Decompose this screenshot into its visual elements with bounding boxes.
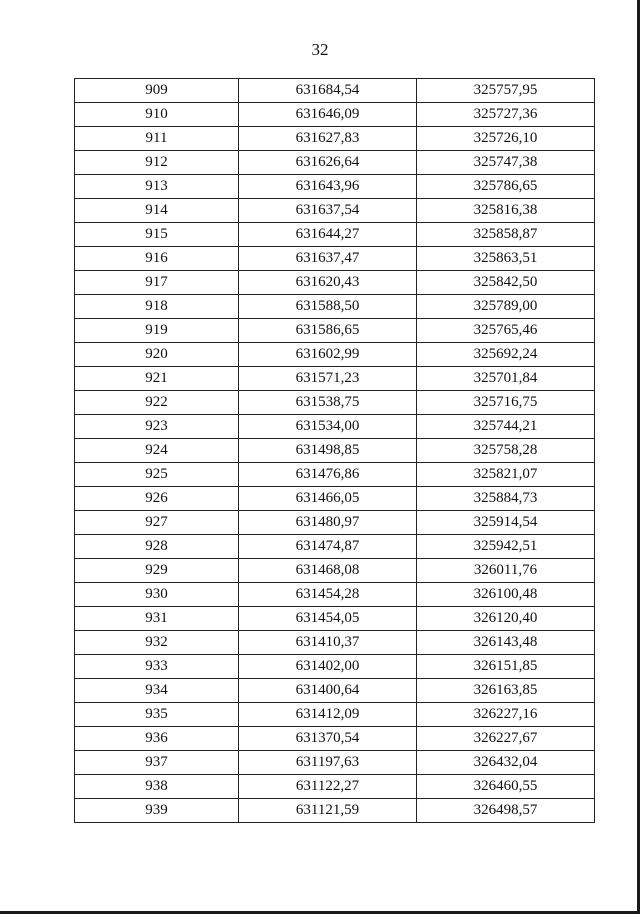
point-number-cell: 919 <box>75 319 239 343</box>
point-number-cell: 937 <box>75 751 239 775</box>
table-row <box>75 511 595 535</box>
table-row <box>75 439 595 463</box>
point-number-cell: 930 <box>75 583 239 607</box>
table-row <box>75 223 595 247</box>
point-number-cell: 910 <box>75 103 239 127</box>
y-coordinate-cell: 326460,55 <box>417 775 595 799</box>
point-number-cell: 923 <box>75 415 239 439</box>
y-coordinate-cell: 326227,67 <box>417 727 595 751</box>
point-number-cell: 918 <box>75 295 239 319</box>
table-row <box>75 367 595 391</box>
point-number-cell: 917 <box>75 271 239 295</box>
point-number-cell: 933 <box>75 655 239 679</box>
x-coordinate-cell: 631602,99 <box>239 343 417 367</box>
x-coordinate-cell: 631626,64 <box>239 151 417 175</box>
table-row <box>75 151 595 175</box>
x-coordinate-cell: 631370,54 <box>239 727 417 751</box>
y-coordinate-cell: 326143,48 <box>417 631 595 655</box>
x-coordinate-cell: 631412,09 <box>239 703 417 727</box>
x-coordinate-cell: 631588,50 <box>239 295 417 319</box>
point-number-cell: 911 <box>75 127 239 151</box>
point-number-cell: 916 <box>75 247 239 271</box>
table-row <box>75 631 595 655</box>
x-coordinate-cell: 631454,05 <box>239 607 417 631</box>
table-row <box>75 175 595 199</box>
point-number-cell: 912 <box>75 151 239 175</box>
table-row <box>75 79 595 103</box>
table-row <box>75 487 595 511</box>
x-coordinate-cell: 631400,64 <box>239 679 417 703</box>
x-coordinate-cell: 631637,54 <box>239 199 417 223</box>
y-coordinate-cell: 326120,40 <box>417 607 595 631</box>
x-coordinate-cell: 631122,27 <box>239 775 417 799</box>
point-number-cell: 939 <box>75 799 239 823</box>
coordinates-table <box>74 78 595 823</box>
table-row <box>75 391 595 415</box>
point-number-cell: 922 <box>75 391 239 415</box>
y-coordinate-cell: 325858,87 <box>417 223 595 247</box>
y-coordinate-cell: 326100,48 <box>417 583 595 607</box>
y-coordinate-cell: 326432,04 <box>417 751 595 775</box>
table-row <box>75 295 595 319</box>
point-number-cell: 938 <box>75 775 239 799</box>
y-coordinate-cell: 325765,46 <box>417 319 595 343</box>
point-number-cell: 929 <box>75 559 239 583</box>
y-coordinate-cell: 325716,75 <box>417 391 595 415</box>
point-number-cell: 915 <box>75 223 239 247</box>
table-row <box>75 463 595 487</box>
table-row <box>75 751 595 775</box>
y-coordinate-cell: 325842,50 <box>417 271 595 295</box>
y-coordinate-cell: 325744,21 <box>417 415 595 439</box>
x-coordinate-cell: 631454,28 <box>239 583 417 607</box>
point-number-cell: 920 <box>75 343 239 367</box>
y-coordinate-cell: 325884,73 <box>417 487 595 511</box>
table-row <box>75 247 595 271</box>
y-coordinate-cell: 326151,85 <box>417 655 595 679</box>
table-row <box>75 703 595 727</box>
x-coordinate-cell: 631468,08 <box>239 559 417 583</box>
table-row <box>75 679 595 703</box>
x-coordinate-cell: 631402,00 <box>239 655 417 679</box>
x-coordinate-cell: 631410,37 <box>239 631 417 655</box>
y-coordinate-cell: 325692,24 <box>417 343 595 367</box>
table-row <box>75 607 595 631</box>
y-coordinate-cell: 325701,84 <box>417 367 595 391</box>
x-coordinate-cell: 631646,09 <box>239 103 417 127</box>
x-coordinate-cell: 631476,86 <box>239 463 417 487</box>
table-row <box>75 655 595 679</box>
point-number-cell: 935 <box>75 703 239 727</box>
x-coordinate-cell: 631498,85 <box>239 439 417 463</box>
table-row <box>75 199 595 223</box>
x-coordinate-cell: 631643,96 <box>239 175 417 199</box>
point-number-cell: 931 <box>75 607 239 631</box>
table-row <box>75 343 595 367</box>
x-coordinate-cell: 631644,27 <box>239 223 417 247</box>
x-coordinate-cell: 631571,23 <box>239 367 417 391</box>
x-coordinate-cell: 631637,47 <box>239 247 417 271</box>
y-coordinate-cell: 325726,10 <box>417 127 595 151</box>
point-number-cell: 934 <box>75 679 239 703</box>
page-number: 32 <box>311 40 329 59</box>
point-number-cell: 921 <box>75 367 239 391</box>
point-number-cell: 932 <box>75 631 239 655</box>
x-coordinate-cell: 631480,97 <box>239 511 417 535</box>
x-coordinate-cell: 631586,65 <box>239 319 417 343</box>
x-coordinate-cell: 631534,00 <box>239 415 417 439</box>
y-coordinate-cell: 326498,57 <box>417 799 595 823</box>
y-coordinate-cell: 326227,16 <box>417 703 595 727</box>
y-coordinate-cell: 326011,76 <box>417 559 595 583</box>
table-row <box>75 727 595 751</box>
y-coordinate-cell: 325942,51 <box>417 535 595 559</box>
x-coordinate-cell: 631620,43 <box>239 271 417 295</box>
table-row <box>75 271 595 295</box>
y-coordinate-cell: 325747,38 <box>417 151 595 175</box>
y-coordinate-cell: 325821,07 <box>417 463 595 487</box>
y-coordinate-cell: 325789,00 <box>417 295 595 319</box>
table-row <box>75 535 595 559</box>
table-row <box>75 103 595 127</box>
x-coordinate-cell: 631474,87 <box>239 535 417 559</box>
x-coordinate-cell: 631627,83 <box>239 127 417 151</box>
table-row <box>75 559 595 583</box>
table-row <box>75 799 595 823</box>
x-coordinate-cell: 631684,54 <box>239 79 417 103</box>
point-number-cell: 913 <box>75 175 239 199</box>
table-row <box>75 775 595 799</box>
y-coordinate-cell: 325758,28 <box>417 439 595 463</box>
y-coordinate-cell: 325816,38 <box>417 199 595 223</box>
y-coordinate-cell: 325727,36 <box>417 103 595 127</box>
point-number-cell: 928 <box>75 535 239 559</box>
coordinates-table-body <box>75 79 595 823</box>
y-coordinate-cell: 325786,65 <box>417 175 595 199</box>
y-coordinate-cell: 325914,54 <box>417 511 595 535</box>
x-coordinate-cell: 631466,05 <box>239 487 417 511</box>
table-row <box>75 319 595 343</box>
table-row <box>75 127 595 151</box>
point-number-cell: 924 <box>75 439 239 463</box>
x-coordinate-cell: 631121,59 <box>239 799 417 823</box>
x-coordinate-cell: 631197,63 <box>239 751 417 775</box>
point-number-cell: 927 <box>75 511 239 535</box>
point-number-cell: 909 <box>75 79 239 103</box>
table-row <box>75 583 595 607</box>
y-coordinate-cell: 325757,95 <box>417 79 595 103</box>
x-coordinate-cell: 631538,75 <box>239 391 417 415</box>
point-number-cell: 914 <box>75 199 239 223</box>
point-number-cell: 925 <box>75 463 239 487</box>
table-row <box>75 415 595 439</box>
y-coordinate-cell: 325863,51 <box>417 247 595 271</box>
point-number-cell: 936 <box>75 727 239 751</box>
y-coordinate-cell: 326163,85 <box>417 679 595 703</box>
point-number-cell: 926 <box>75 487 239 511</box>
